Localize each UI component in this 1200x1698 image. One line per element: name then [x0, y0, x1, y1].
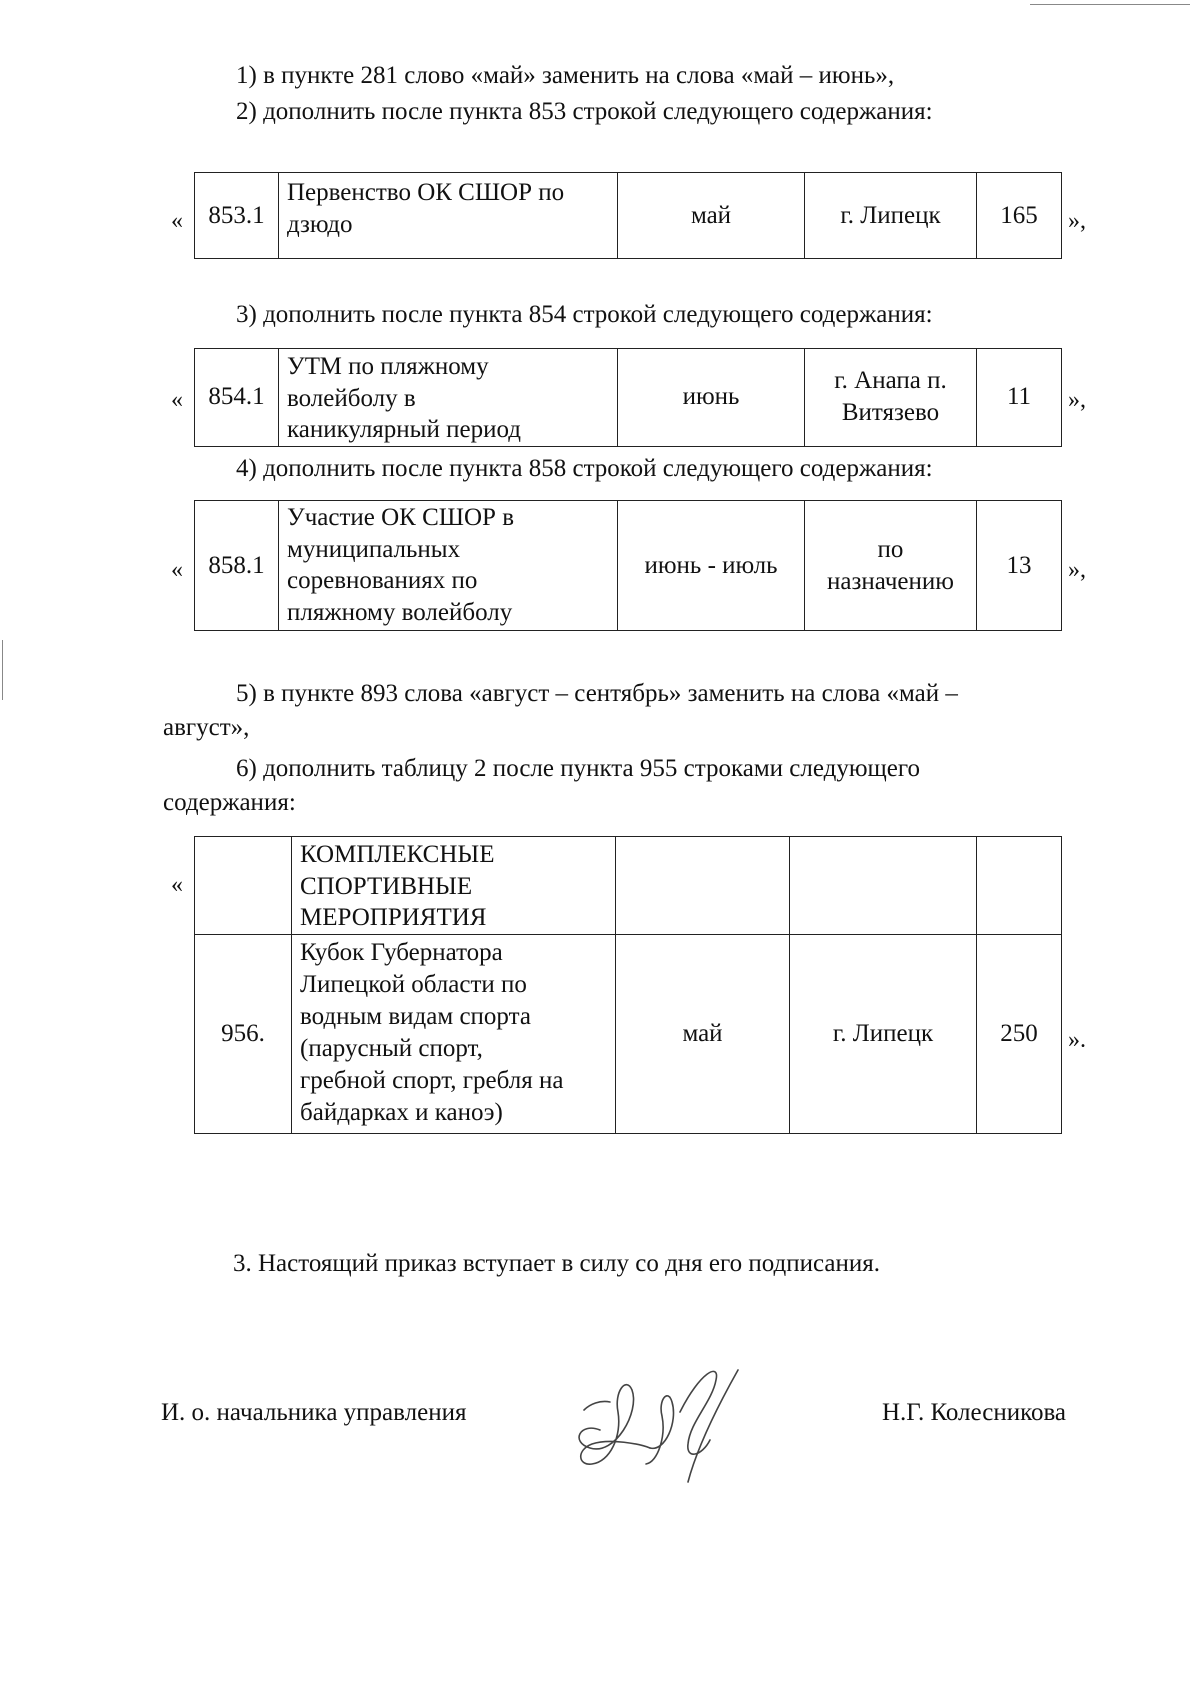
event-place: г. Липецк [805, 173, 977, 259]
event-place: по назначению [805, 501, 977, 631]
event-name: Участие ОК СШОР в муниципальных соревнованиях по пляжному волейболу [279, 501, 618, 631]
close-quote: », [1068, 387, 1086, 413]
close-quote: », [1068, 208, 1086, 234]
event-month: июнь [618, 349, 805, 447]
table-854-1 [194, 348, 1062, 447]
event-name: Кубок Губернатора Липецкой области по водным видам спорта (парусный спорт, гребной спорт, гребля на байдарках и каноэ) [292, 935, 616, 1134]
open-quote: « [171, 387, 183, 413]
item-5: 5) в пункте 893 слова «август – сентябрь» заменить на слова «май – [236, 680, 958, 707]
open-quote: « [171, 872, 183, 898]
scan-edge-mark [1030, 4, 1190, 5]
participant-count: 250 [977, 935, 1062, 1134]
header-empty-cell [195, 837, 292, 935]
event-month: май [616, 935, 790, 1134]
signatory-name: Н.Г. Колесникова [882, 1399, 1067, 1426]
item-2: 2) дополнить после пункта 853 строкой следующего содержания: [236, 98, 933, 125]
closing-statement: 3. Настоящий приказ вступает в силу со дня его подписания. [233, 1250, 881, 1277]
header-empty-cell [616, 837, 790, 935]
signatory-position: И. о. начальника управления [161, 1399, 467, 1426]
item-4: 4) дополнить после пункта 858 строкой следующего содержания: [236, 455, 933, 482]
event-place: г. Липецк [790, 935, 977, 1134]
header-empty-cell [790, 837, 977, 935]
row-number: 854.1 [195, 349, 279, 447]
event-month: июнь - июль [618, 501, 805, 631]
event-month: май [618, 173, 805, 259]
participant-count: 11 [977, 349, 1062, 447]
item-6-continued: содержания: [163, 789, 296, 816]
row-number: 853.1 [195, 173, 279, 259]
handwritten-signature [570, 1352, 800, 1492]
item-1: 1) в пункте 281 слово «май» заменить на слова «май – июнь», [236, 62, 895, 89]
section-header: КОМПЛЕКСНЫЕ СПОРТИВНЫЕ МЕРОПРИЯТИЯ [292, 837, 616, 935]
close-quote: », [1068, 557, 1086, 583]
close-quote: ». [1068, 1027, 1086, 1053]
open-quote: « [171, 557, 183, 583]
scan-edge-mark [2, 640, 3, 700]
event-name: УТМ по пляжному волейболу в каникулярный период [279, 349, 618, 447]
row-number: 956. [195, 935, 292, 1134]
event-name: Первенство ОК СШОР по дзюдо [279, 173, 618, 259]
item-5-continued: август», [163, 714, 250, 741]
item-3: 3) дополнить после пункта 854 строкой следующего содержания: [236, 301, 933, 328]
header-empty-cell [977, 837, 1062, 935]
table-858-1 [194, 500, 1062, 631]
table-853-1 [194, 172, 1062, 259]
item-6: 6) дополнить таблицу 2 после пункта 955 строками следующего [236, 755, 920, 782]
open-quote: « [171, 208, 183, 234]
table-956 [194, 836, 1062, 1134]
row-number: 858.1 [195, 501, 279, 631]
event-place: г. Анапа п. Витязево [805, 349, 977, 447]
participant-count: 13 [977, 501, 1062, 631]
participant-count: 165 [977, 173, 1062, 259]
